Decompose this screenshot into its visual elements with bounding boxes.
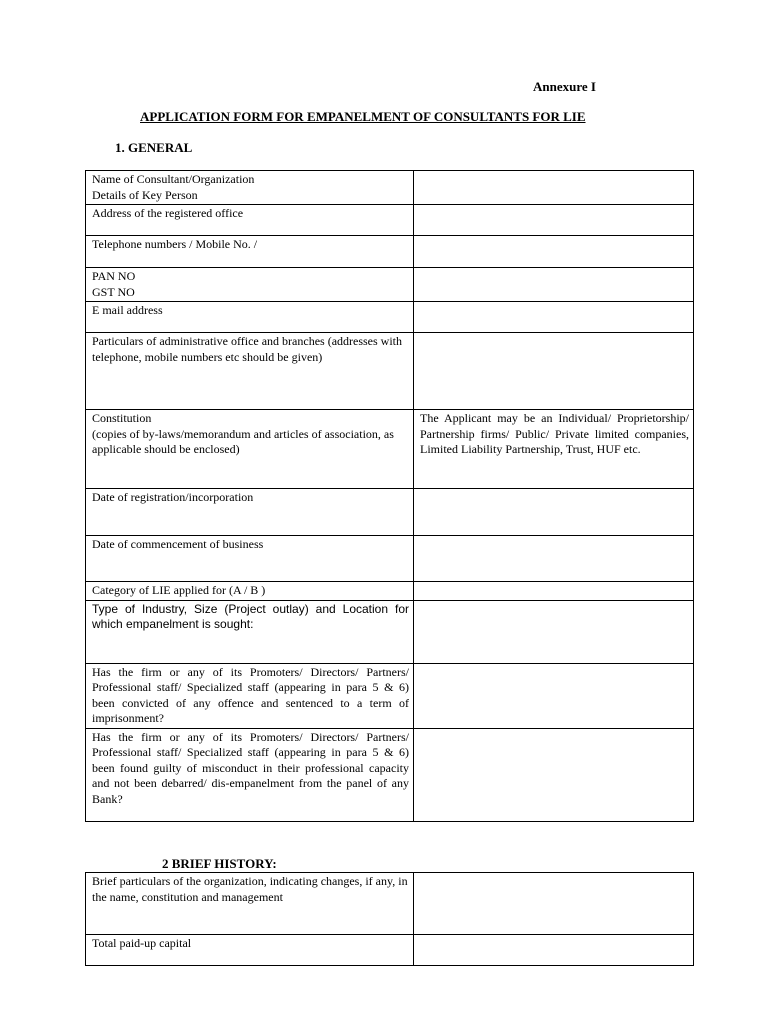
row-label — [86, 171, 414, 205]
label-line: Date of commencement of business — [92, 537, 264, 551]
brief-history-table — [85, 872, 694, 966]
label-line: GST NO — [92, 284, 135, 299]
row-label — [86, 268, 414, 302]
row-label — [86, 205, 414, 236]
table-row — [86, 171, 694, 205]
table-row — [86, 873, 694, 935]
row-value-field[interactable] — [414, 663, 694, 728]
row-value-field[interactable] — [414, 536, 694, 582]
row-value-field[interactable] — [414, 873, 694, 935]
label-line: Particulars of administrative office and branches (addresses with telephone, mobile numbers etc should be given) — [92, 334, 403, 364]
label-line: Constitution — [92, 411, 152, 425]
label-line: Brief particulars of the organization, indicating changes, if any, in the name, constitution and management — [92, 874, 408, 904]
label-line: Category of LIE applied for (A / B ) — [92, 583, 266, 597]
row-value-field[interactable] — [414, 205, 694, 236]
table-row — [86, 600, 694, 663]
row-value-field[interactable] — [414, 935, 694, 966]
label-line: Has the firm or any of its Promoters/ Directors/ Partners/ Professional staff/ Specialized staff (appearing in para 5 & 6) been convicted of any offence and sentenced to a term of imprisonment? — [92, 664, 409, 725]
label-line: Type of Industry, Size (Project outlay) and Location for which empanelment is sought: — [92, 601, 409, 631]
table-row — [86, 333, 694, 410]
row-value-field[interactable] — [414, 236, 694, 268]
row-label — [86, 582, 414, 601]
label-line: Details of Key Person — [92, 187, 198, 202]
label-line: PAN NO — [92, 269, 136, 283]
row-label — [86, 600, 414, 663]
table-row — [86, 489, 694, 536]
row-label — [86, 536, 414, 582]
section-general-heading: 1. GENERAL — [115, 140, 193, 155]
table-row — [86, 935, 694, 966]
row-label — [86, 236, 414, 268]
row-value-field[interactable] — [414, 489, 694, 536]
general-table — [85, 170, 694, 822]
row-value-field[interactable] — [414, 302, 694, 333]
row-value-field[interactable] — [414, 582, 694, 601]
label-line: Date of registration/incorporation — [92, 490, 254, 504]
label-line: Address of the registered office — [92, 206, 244, 220]
row-value-field[interactable] — [414, 171, 694, 205]
section-brief-history-heading: 2 BRIEF HISTORY: — [162, 856, 277, 871]
table-row — [86, 536, 694, 582]
label-line: Has the firm or any of its Promoters/ Directors/ Partners/ Professional staff/ Specialized staff (appearing in para 5 & 6) been found guilty of misconduct in their professional capacity and not been debarred/ dis-empanelment from the panel of any Bank? — [92, 729, 409, 806]
table-row — [86, 205, 694, 236]
label-line: Telephone numbers / Mobile No. / — [92, 237, 258, 251]
table-row — [86, 582, 694, 601]
row-label — [86, 333, 414, 410]
table-row — [86, 268, 694, 302]
table-row — [86, 410, 694, 489]
row-value-field[interactable]: The Applicant may be an Individual/ Proprietorship/ Partnership firms/ Public/ Private limited companies, Limited Liability Partnership, Trust, HUF etc. — [414, 410, 694, 489]
label-line: Name of Consultant/Organization — [92, 172, 255, 186]
row-label — [86, 873, 414, 935]
table-row — [86, 663, 694, 728]
annexure-label: Annexure I — [533, 79, 596, 94]
label-line: (copies of by-laws/memorandum and articles of association, as applicable should be enclosed) — [92, 426, 394, 456]
row-label — [86, 302, 414, 333]
table-row — [86, 302, 694, 333]
row-label — [86, 935, 414, 966]
form-title: APPLICATION FORM FOR EMPANELMENT OF CONSULTANTS FOR LIE — [140, 109, 586, 124]
table-row — [86, 728, 694, 821]
row-value-field[interactable] — [414, 333, 694, 410]
row-label — [86, 728, 414, 821]
label-line: Total paid-up capital — [92, 936, 192, 950]
label-line: E mail address — [92, 303, 163, 317]
row-label — [86, 489, 414, 536]
row-value-field[interactable] — [414, 600, 694, 663]
row-value-field[interactable] — [414, 728, 694, 821]
row-label — [86, 663, 414, 728]
row-label — [86, 410, 414, 489]
row-value-field[interactable] — [414, 268, 694, 302]
table-row — [86, 236, 694, 268]
